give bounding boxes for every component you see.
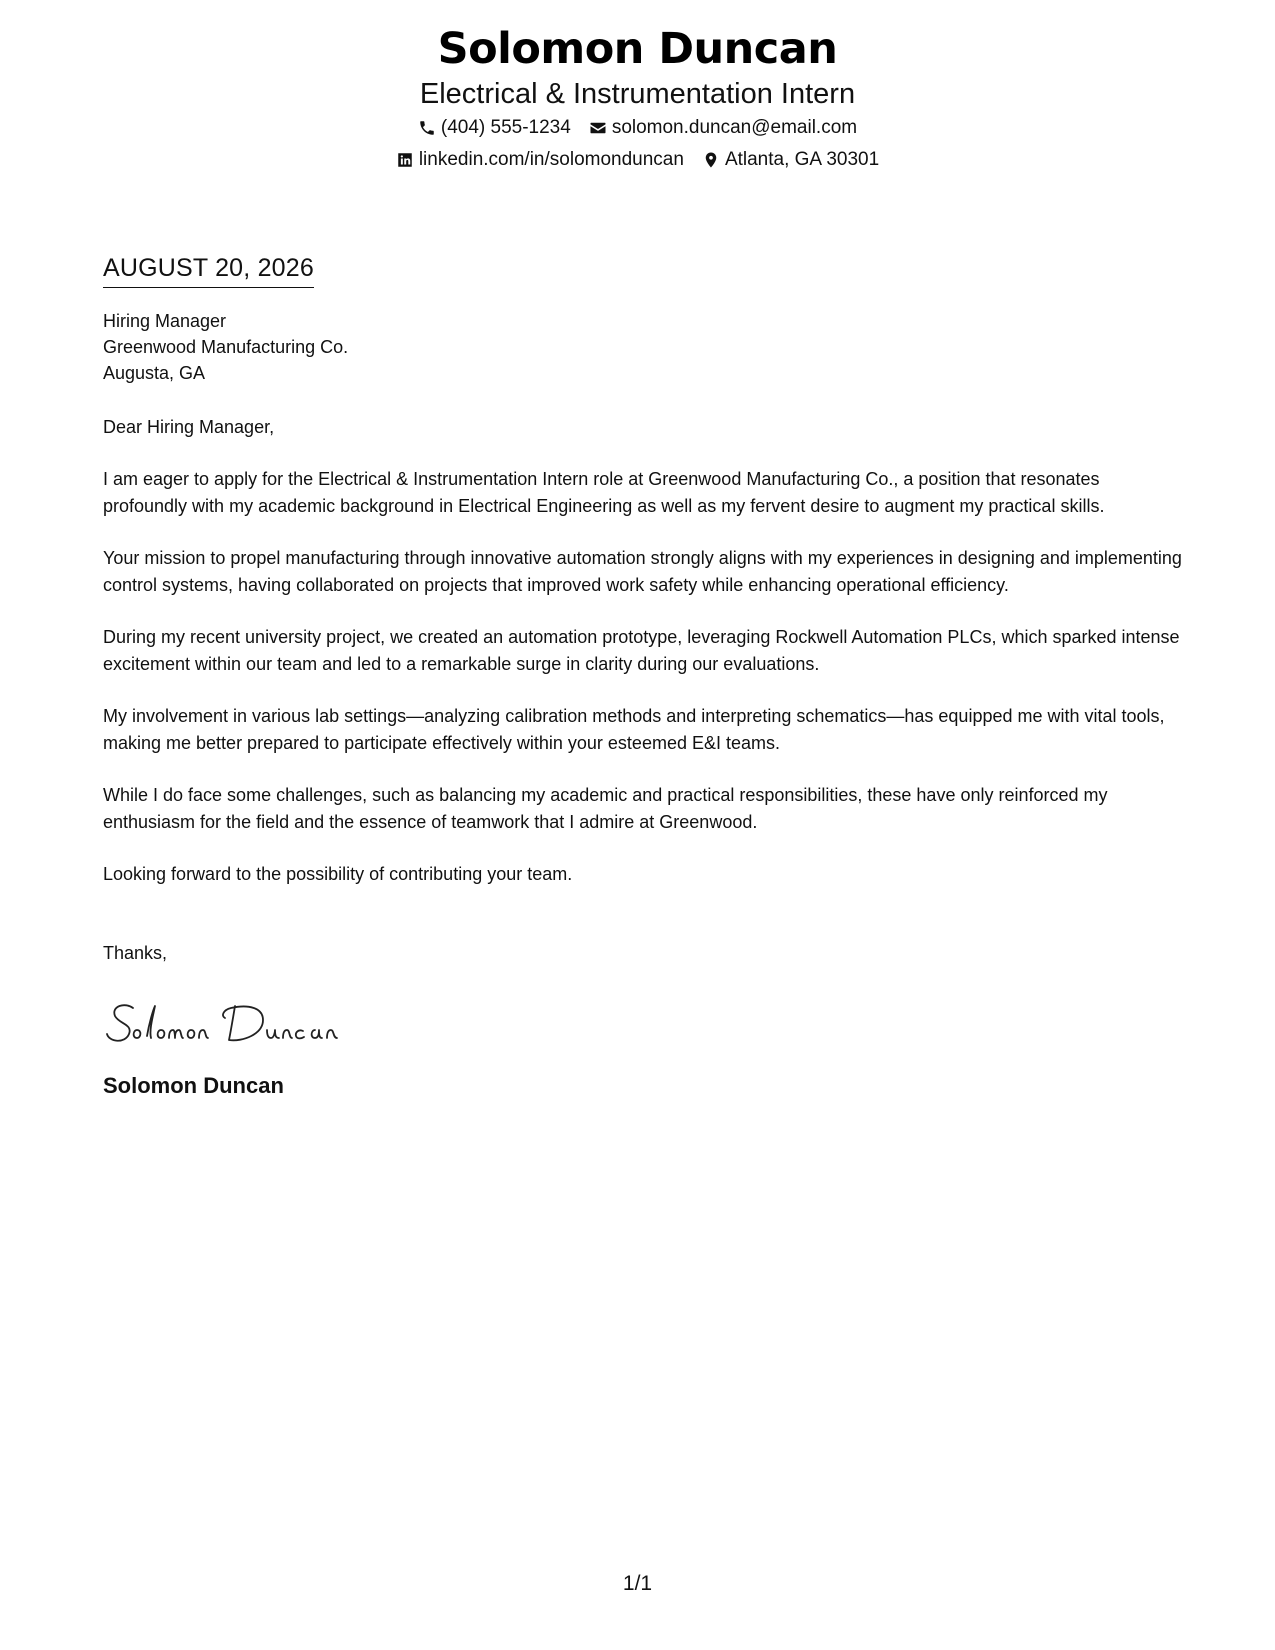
applicant-name: Solomon Duncan (437, 24, 838, 74)
paragraph: Your mission to propel manufacturing through innovative automation strongly aligns with my experiences in designing and implementing control systems, having collaborated on projects that improved work safety while enhancing operational efficiency. (103, 548, 1182, 595)
letter-body (103, 252, 1183, 1100)
applicant-headline: Electrical & Instrumentation Intern (419, 78, 856, 110)
envelope-icon (589, 119, 607, 137)
linkedin-icon (396, 151, 414, 169)
letter-date: AUGUST 20, 2026 (103, 252, 314, 288)
phone-icon (418, 119, 436, 137)
recipient-block (103, 308, 1183, 386)
recipient-company: Greenwood Manufacturing Co. (103, 337, 349, 357)
paragraph: During my recent university project, we created an automation prototype, leveraging Rockwell Automation PLCs, which sparked intense excitement within our team and led to a remarkable surge in clarity during our evaluations. (103, 627, 1180, 674)
signer-name: Solomon Duncan (103, 1072, 284, 1098)
paragraph: While I do face some challenges, such as balancing my academic and practical responsibilities, these have only reinforced my enthusiasm for the field and the essence of teamwork that I admire at Greenwood. (103, 785, 1108, 832)
contact-email[interactable] (589, 112, 857, 144)
contact-phone[interactable] (418, 112, 571, 144)
paragraph: Looking forward to the possibility of contributing your team. (103, 864, 573, 884)
paragraph: I am eager to apply for the Electrical & Instrumentation Intern role at Greenwood Manufacturing Co., a position that resonates profoundly with my academic background in Electrical Engineering as well as my fervent desire to augment my practical skills. (103, 469, 1105, 516)
page-number: 1/1 (622, 1572, 653, 1595)
location-text: Atlanta, GA 30301 (724, 149, 880, 170)
recipient-city: Augusta, GA (103, 363, 206, 383)
email-text: solomon.duncan@email.com (611, 117, 858, 138)
recipient-title: Hiring Manager (103, 311, 227, 331)
contact-row-1 (0, 112, 1275, 144)
paragraph: My involvement in various lab settings—analyzing calibration methods and interpreting schematics—has equipped me with vital tools, making me better prepared to participate effectively within your esteemed E&I teams. (103, 706, 1165, 753)
handwritten-signature (103, 994, 1183, 1054)
salutation: Dear Hiring Manager, (103, 417, 275, 437)
closing: Thanks, (103, 942, 168, 963)
contact-linkedin[interactable] (396, 144, 684, 176)
linkedin-text: linkedin.com/in/solomonduncan (418, 149, 684, 170)
letter-header (0, 22, 1275, 176)
signature-drawing (103, 994, 363, 1054)
phone-text: (404) 555-1234 (440, 117, 571, 138)
contact-location (702, 144, 879, 176)
contact-row-2 (0, 144, 1275, 176)
map-pin-icon (702, 151, 720, 169)
